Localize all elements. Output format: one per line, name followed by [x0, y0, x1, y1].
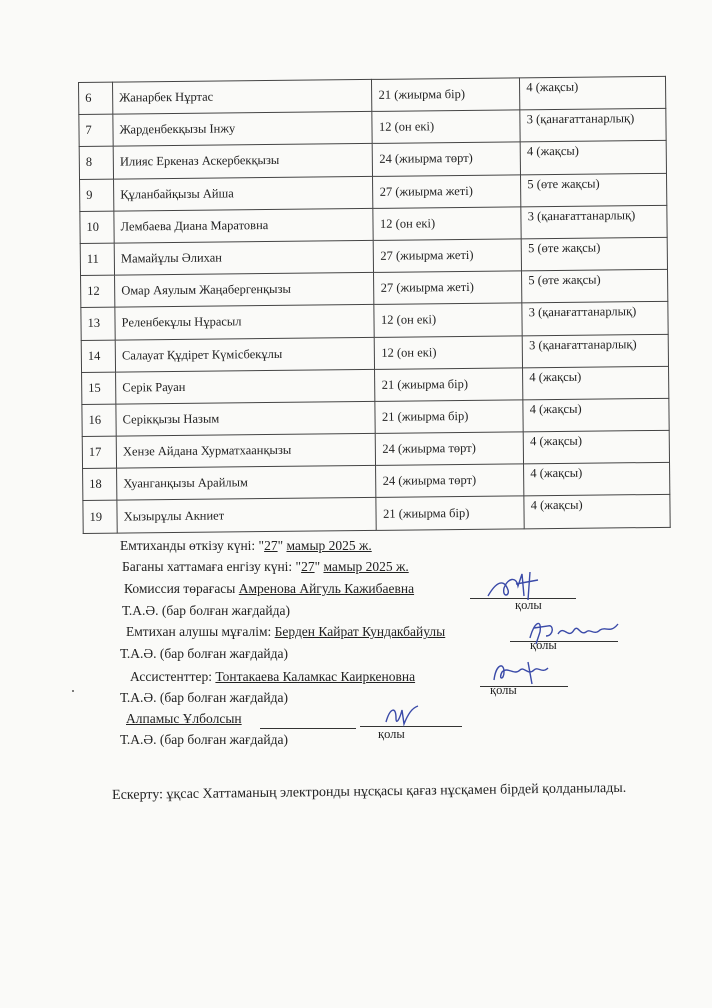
student-name: Жарденбекқызы Інжу [113, 112, 373, 147]
row-number: 14 [81, 340, 115, 373]
row-number: 13 [81, 307, 115, 340]
results-table-wrapper [78, 76, 671, 534]
score-cell: 27 (жиырма жеті) [373, 174, 521, 208]
row-number: 19 [83, 501, 117, 534]
chair-name: Амренова Айгуль Кажибаевна [238, 581, 415, 596]
grade-cell: 3 (қанағаттанарлық) [522, 302, 668, 336]
teacher-label: Емтихан алушы мұғалім: [126, 624, 275, 639]
chair-fio-label: Т.А.Ә. (бар болған жағдайда) [122, 603, 290, 618]
score-cell: 27 (жиырма жеті) [374, 239, 522, 273]
table-row [83, 495, 670, 533]
student-name: Жанарбек Нұртас [113, 79, 373, 114]
assistant2-signature-caption: қолы [378, 727, 405, 741]
score-cell: 21 (жиырма бір) [376, 496, 524, 530]
score-cell: 24 (жиырма төрт) [373, 142, 521, 176]
score-cell: 12 (он екі) [374, 303, 522, 337]
score-cell: 21 (жиырма бір) [372, 78, 520, 112]
grade-date-line [122, 559, 409, 575]
student-name: Серік Рауан [116, 369, 376, 404]
grade-cell: 4 (жақсы) [520, 141, 666, 175]
teacher-name: Берден Кайрат Кундакбайулы [274, 624, 446, 639]
teacher-signature-caption: қолы [530, 638, 557, 652]
assistant2-line [126, 711, 242, 727]
grade-cell: 4 (жақсы) [520, 76, 666, 110]
grade-cell: 5 (өте жақсы) [521, 173, 667, 207]
assistant1-name: Тонтакаева Каламкас Каиркеновна [215, 669, 416, 684]
results-table-body [79, 76, 671, 533]
exam-date-quote: " [277, 538, 287, 553]
grade-cell: 4 (жақсы) [523, 430, 669, 464]
grade-date-month: мамыр 2025 ж. [323, 559, 409, 574]
assistant1-fio-label: Т.А.Ә. (бар болған жағдайда) [120, 690, 288, 705]
scan-speck [72, 690, 74, 692]
assistants-label: Ассистенттер: [130, 669, 216, 684]
row-number: 11 [80, 243, 114, 276]
student-name: Илияс Еркеназ Аскербекқызы [113, 144, 373, 179]
results-table [78, 76, 671, 534]
student-name: Хензе Айдана Хурматхаанқызы [116, 433, 376, 468]
exam-date-label: Емтиханды өткізу күні: " [120, 538, 265, 553]
score-cell: 21 (жиырма бір) [375, 400, 523, 434]
score-cell: 12 (он екі) [373, 207, 521, 241]
student-name: Лембаева Диана Маратовна [114, 208, 374, 243]
grade-cell: 4 (жақсы) [523, 398, 669, 432]
student-name: Серікқызы Назым [116, 401, 376, 436]
teacher-fio-line [120, 646, 288, 662]
row-number: 9 [80, 179, 114, 212]
teacher-line [126, 624, 445, 640]
row-number: 18 [83, 468, 117, 501]
grade-cell: 3 (қанағаттанарлық) [520, 109, 666, 143]
student-name: Салауат Құдірет Күмісбекұлы [115, 337, 375, 372]
grade-cell: 3 (қанағаттанарлық) [521, 205, 667, 239]
footnote: Ескерту: ұқсас Хаттаманың электронды нұсқасы қағаз нұсқамен бірдей қолданылады. [112, 780, 627, 803]
row-number: 8 [79, 147, 113, 180]
grade-date-label: Баганы хаттамаға енгізу күні: " [122, 559, 302, 574]
row-number: 15 [82, 372, 116, 405]
teacher-fio-label: Т.А.Ә. (бар болған жағдайда) [120, 646, 288, 661]
score-cell: 12 (он екі) [372, 110, 520, 144]
score-cell: 24 (жиырма төрт) [376, 432, 524, 466]
assistant2-name: Алпамыс Ұлболсын [126, 711, 242, 726]
student-name: Омар Аяулым Жаңабергенқызы [115, 273, 375, 308]
grade-cell: 3 (қанағаттанарлық) [522, 334, 668, 368]
score-cell: 12 (он екі) [375, 335, 523, 369]
row-number: 7 [79, 114, 113, 147]
chair-fio-line [122, 603, 290, 619]
grade-cell: 4 (жақсы) [524, 495, 670, 529]
chair-signature-caption: қолы [515, 598, 542, 612]
row-number: 10 [80, 211, 114, 244]
assistant1-fio-line [120, 690, 288, 706]
grade-cell: 5 (өте жақсы) [521, 237, 667, 271]
row-number: 12 [81, 275, 115, 308]
student-name: Құланбайқызы Айша [114, 176, 374, 211]
assistant2-fio-line [120, 732, 288, 748]
exam-date-line [120, 538, 372, 554]
row-number: 6 [79, 82, 113, 115]
assistants-line [130, 669, 415, 685]
grade-cell: 5 (өте жақсы) [522, 269, 668, 303]
assistant2-fio-label: Т.А.Ә. (бар болған жағдайда) [120, 732, 288, 747]
row-number: 16 [82, 404, 116, 437]
score-cell: 27 (жиырма жеті) [374, 271, 522, 305]
grade-cell: 4 (жақсы) [523, 366, 669, 400]
grade-cell: 4 (жақсы) [524, 463, 670, 497]
score-cell: 24 (жиырма төрт) [376, 464, 524, 498]
student-name: Хуанганқызы Арайлым [117, 466, 377, 501]
grade-date-day: 27 [301, 559, 315, 574]
student-name: Мамайұлы Әлихан [114, 240, 374, 275]
student-name: Хызырұлы Акниет [117, 498, 377, 533]
assistant2-name-line [260, 728, 356, 729]
grade-date-quote: " [314, 559, 324, 574]
exam-date-day: 27 [264, 538, 278, 553]
chair-line [124, 581, 414, 597]
assistant1-signature-caption: қолы [490, 683, 517, 697]
score-cell: 21 (жиырма бір) [375, 368, 523, 402]
row-number: 17 [82, 436, 116, 469]
student-name: Реленбекұлы Нұрасыл [115, 305, 375, 340]
chair-label: Комиссия төрағасы [124, 581, 239, 596]
exam-date-month: мамыр 2025 ж. [286, 538, 372, 553]
